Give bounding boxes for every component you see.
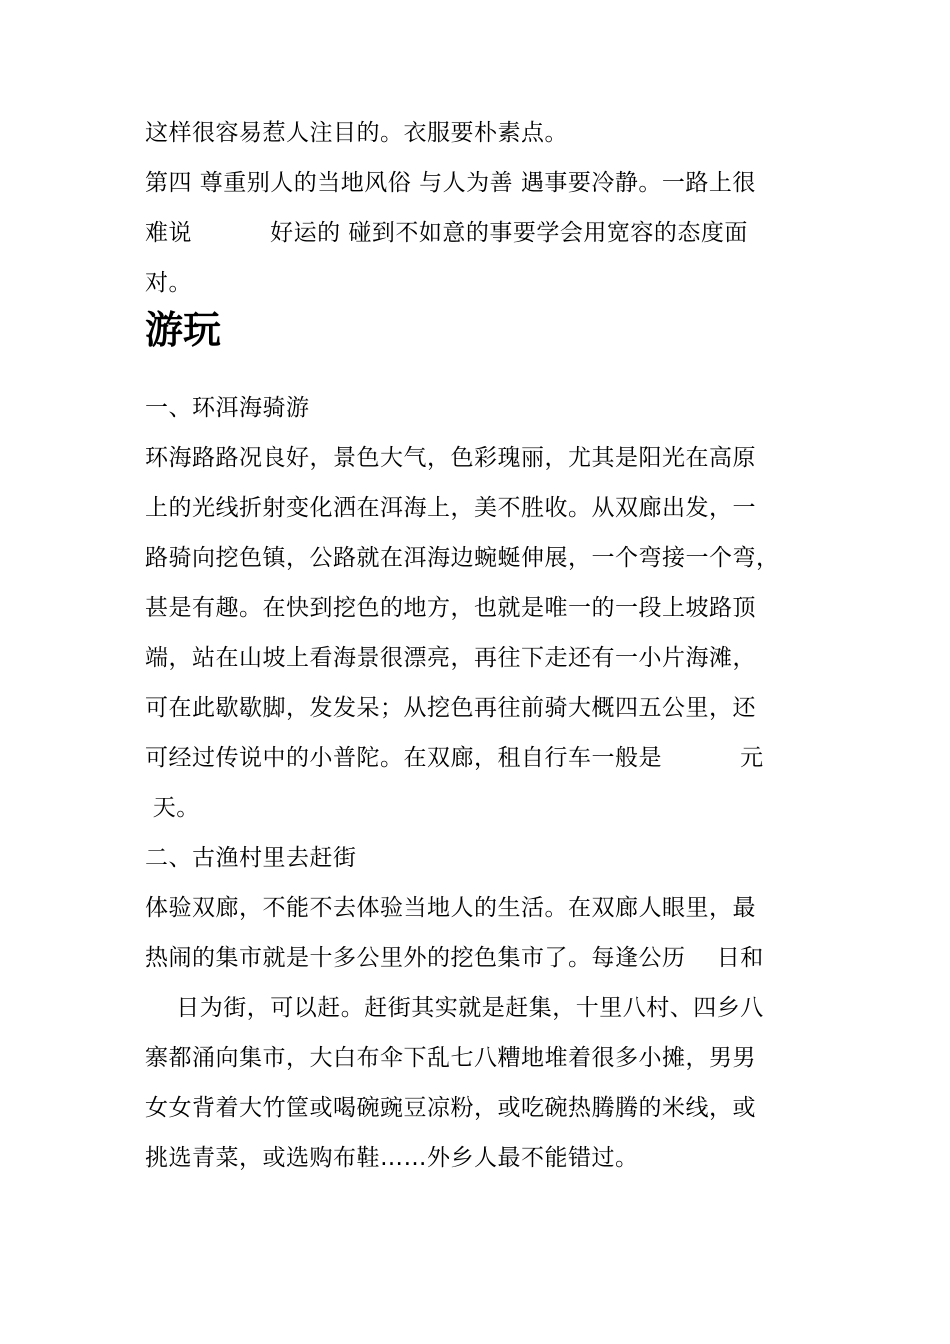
subsection-title: 二、古渔村里去赶街 — [145, 845, 357, 871]
text-line: 端，站在山坡上看海景很漂亮，再往下走还有一小片海滩， — [145, 645, 756, 671]
text-line: 日为街，可以赶。赶街其实就是赶集，十里八村、四乡八 — [145, 995, 764, 1021]
text-line: 天。 — [145, 795, 200, 821]
text-line: 热闹的集市就是十多公里外的挖色集市了。每逢公历 日和 — [145, 945, 764, 971]
text-line: 这样很容易惹人注目的。衣服要朴素点。 — [145, 120, 568, 146]
text-line: 可经过传说中的小普陀。在双廊，租自行车一般是 元 — [145, 745, 764, 771]
text-line: 女女背着大竹筐或喝碗豌豆凉粉，或吃碗热腾腾的米线，或 — [145, 1095, 756, 1121]
text-line: 对。 — [145, 270, 192, 296]
text-line: 难说 好运的 碰到不如意的事要学会用宽容的态度面 — [145, 220, 748, 246]
text-line: 路骑向挖色镇，公路就在洱海边蜿蜒伸展，一个弯接一个弯， — [145, 545, 780, 571]
text-line: 上的光线折射变化洒在洱海上，美不胜收。从双廊出发，一 — [145, 495, 756, 521]
subsection-title: 一、环洱海骑游 — [145, 395, 310, 421]
text-line: 第四 尊重别人的当地风俗 与人为善 遇事要冷静。一路上很 — [145, 170, 756, 196]
text-line: 环海路路况良好，景色大气，色彩瑰丽，尤其是阳光在高原 — [145, 445, 756, 471]
text-line: 体验双廊，不能不去体验当地人的生活。在双廊人眼里，最 — [145, 895, 756, 921]
text-line: 挑选青菜，或选购布鞋……外乡人最不能错过。 — [145, 1145, 639, 1171]
text-line: 寨都涌向集市，大白布伞下乱七八糟地堆着很多小摊，男男 — [145, 1045, 756, 1071]
section-heading: 游玩 — [145, 308, 222, 352]
text-line: 甚是有趣。在快到挖色的地方，也就是唯一的一段上坡路顶 — [145, 595, 756, 621]
text-line: 可在此歇歇脚，发发呆；从挖色再往前骑大概四五公里，还 — [145, 695, 756, 721]
